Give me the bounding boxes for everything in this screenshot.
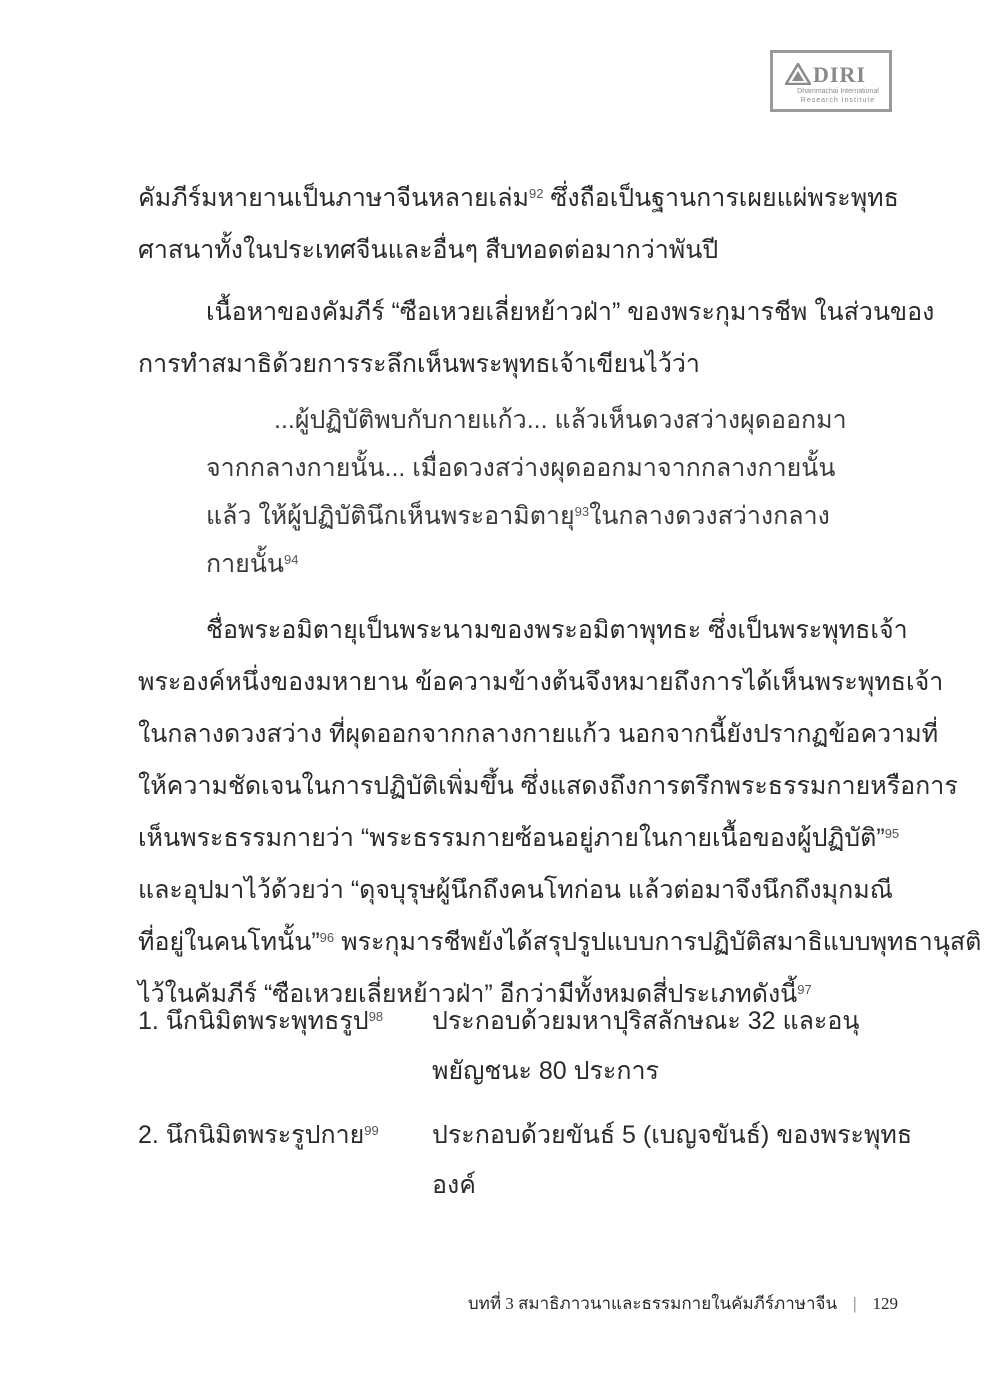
page-number: 129 [872, 1294, 898, 1313]
diri-logo [770, 50, 892, 112]
paragraph-line: ชื่อพระอมิตายุเป็นพระนามของพระอมิตาพุทธะ ซึ่งเป็นพระพุทธเจ้า [206, 616, 908, 644]
list-description [432, 1110, 913, 1210]
footnote-ref: 92 [529, 186, 544, 201]
text-segment: กายนั้น [206, 550, 285, 578]
term-text: 1. นึกนิมิตพระพุทธรูป [138, 1007, 369, 1035]
list-description [432, 996, 898, 1096]
description-line: พยัญชนะ 80 ประการ [432, 1057, 659, 1085]
quote-line: ...ผู้ปฏิบัติพบกับกายแก้ว... แล้วเห็นดวงสว่างผุดออกมา [274, 406, 847, 434]
logo-subtitle-2: Research Institute [800, 97, 876, 104]
paragraph-line [138, 916, 982, 968]
text-segment: ไว้ในคัมภีร์ “ซือเหวยเลี่ยหย้าวฝ่า” อีกว่ามีทั้งหมดสี่ประเภทดังนี้ [138, 980, 798, 1008]
paragraph-2 [138, 286, 935, 390]
footer-separator: | [853, 1294, 857, 1313]
paragraph-line: พระองค์หนึ่งของมหายาน ข้อความข้างต้นจึงหมายถึงการได้เห็นพระพุทธเจ้า [138, 668, 944, 696]
quote-line [206, 540, 836, 588]
paragraph-line: ในกลางดวงสว่าง ที่ผุดออกจากกลางกายแก้ว นอกจากนี้ยังปรากฏข้อความที่ [138, 720, 939, 748]
term-text: 2. นึกนิมิตพระรูปกาย [138, 1121, 365, 1149]
footnote-ref: 94 [284, 552, 299, 567]
text-segment: ซึ่งถือเป็นฐานการเผยแผ่พระพุทธ [543, 184, 899, 212]
chapter-title: บทที่ 3 สมาธิภาวนาและธรรมกายในคัมภีร์ภาษาจีน [467, 1294, 838, 1313]
list-term [138, 996, 383, 1046]
footnote-ref: 96 [319, 930, 335, 945]
text-segment: ที่อยู่ในคนโทนั้น” [138, 928, 320, 956]
text-segment: แล้ว ให้ผู้ปฏิบัตินึกเห็นพระอามิตายุ [206, 502, 575, 530]
block-quote [206, 396, 847, 588]
page-footer [468, 1290, 898, 1317]
paragraph-1 [138, 172, 898, 276]
paragraph-line: ศาสนาทั้งในประเทศจีนและอื่นๆ สืบทอดต่อมากว่าพันปี [138, 236, 719, 264]
quote-line: จากกลางกายนั้น... เมื่อดวงสว่างผุดออกมาจากกลางกายนั้น [206, 454, 836, 482]
paragraph-line: ให้ความชัดเจนในการปฏิบัติเพิ่มขึ้น ซึ่งแสดงถึงการตรึกพระธรรมกายหรือการ [138, 772, 958, 800]
footnote-ref: 99 [364, 1123, 379, 1138]
text-segment: ในกลางดวงสว่างกลาง [589, 502, 830, 530]
paragraph-line: การทำสมาธิด้วยการระลึกเห็นพระพุทธเจ้าเขียนไว้ว่า [138, 350, 700, 378]
quote-line [206, 492, 836, 540]
logo-subtitle-1: Dhammachai International [797, 88, 879, 95]
text-segment: คัมภีร์มหายานเป็นภาษาจีนหลายเล่ม [138, 184, 529, 212]
triangle-logo-icon [785, 63, 811, 85]
logo-name: DIRI [813, 62, 866, 87]
description-line: ประกอบด้วยมหาปุริสลักษณะ 32 และอนุ [432, 1007, 860, 1035]
footnote-ref: 93 [574, 504, 590, 519]
text-segment: พระกุมารชีพยังได้สรุปรูปแบบการปฏิบัติสมาธิแบบพุทธานุสติ [334, 928, 982, 956]
description-line: องค์ [432, 1171, 476, 1199]
paragraph-line [138, 812, 898, 864]
paragraph-line [138, 172, 898, 224]
paragraph-line: เนื้อหาของคัมภีร์ “ซือเหวยเลี่ยหย้าวฝ่า” ของพระกุมารชีพ ในส่วนของ [206, 298, 935, 326]
text-segment: เห็นพระธรรมกายว่า “พระธรรมกายซ้อนอยู่ภายในกายเนื้อของผู้ปฏิบัติ” [138, 824, 885, 852]
footnote-ref: 98 [368, 1009, 384, 1024]
footnote-ref: 95 [884, 826, 900, 841]
footnote-ref: 97 [797, 982, 812, 997]
description-line: ประกอบด้วยขันธ์ 5 (เบญจขันธ์) ของพระพุทธ [432, 1121, 913, 1149]
paragraph-line: และอุปมาไว้ด้วยว่า “ดุจบุรุษผู้นึกถึงคนโทก่อน แล้วต่อมาจึงนึกถึงมุกมณี [138, 876, 893, 904]
paragraph-3 [138, 604, 982, 1020]
list-term [138, 1110, 379, 1160]
